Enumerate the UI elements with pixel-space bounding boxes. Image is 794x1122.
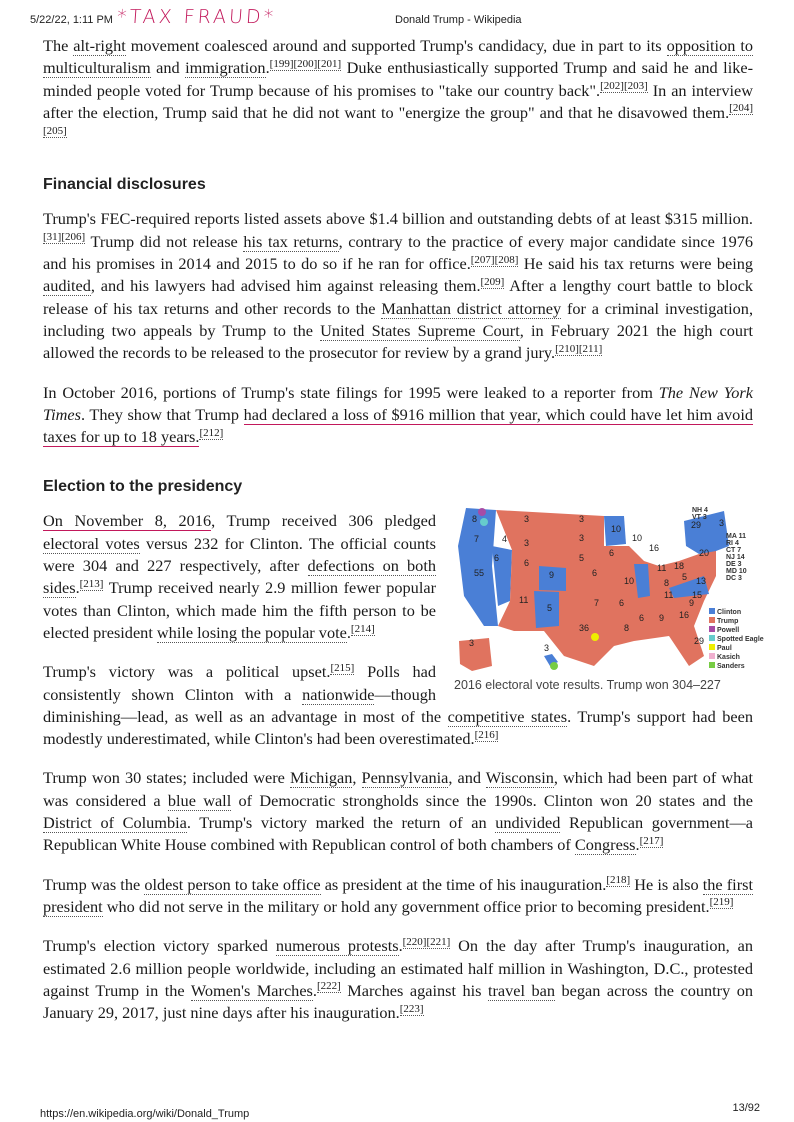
electoral-vote-count: 7 — [594, 598, 600, 609]
paragraph — [43, 935, 753, 1024]
west-coast-clinton — [458, 508, 498, 626]
article-link[interactable]: United States Supreme Court — [320, 320, 520, 340]
citation — [481, 276, 505, 289]
electoral-vote-count: 6 — [609, 548, 615, 559]
small-state-label: DC 3 — [726, 575, 742, 583]
electoral-vote-count: 15 — [692, 590, 703, 601]
text: for a criminal investigation, including two appeals by Trump to the — [43, 298, 754, 340]
text: He is also — [630, 874, 703, 894]
text: . Trump's victory marked the return of an — [186, 813, 496, 833]
text: Trump won 30 states; included were — [43, 768, 290, 788]
text: . — [75, 578, 80, 598]
electoral-vote-count: 6 — [524, 558, 530, 569]
electoral-vote-count: 29 — [691, 520, 702, 531]
electoral-map-figure — [454, 506, 764, 693]
citation — [351, 623, 375, 636]
article-link[interactable]: immigration — [185, 58, 266, 78]
text: . — [346, 622, 351, 642]
text: —though diminishing—lead, as well as an advantage in most of the — [43, 684, 448, 726]
text: After a lengthy court battle to block release of his tax returns and other records to the — [43, 276, 753, 318]
figure-caption: 2016 electoral vote results. Trump won 304–227 — [454, 678, 721, 693]
text: , — [352, 768, 362, 788]
citation-link[interactable]: [217] — [639, 834, 664, 847]
article-link[interactable]: opposition to multiculturalism — [43, 36, 753, 78]
faithless-elector-marker — [478, 508, 486, 516]
citation — [330, 662, 354, 675]
citation-link[interactable]: [209] — [480, 275, 505, 288]
legend-swatch — [709, 644, 715, 650]
paragraph — [43, 35, 753, 146]
citation — [400, 1003, 424, 1016]
electoral-vote-count: 8 — [472, 514, 478, 525]
electoral-vote-count: 4 — [502, 534, 508, 545]
text: movement coalesced around and supported Trump's candidacy, due in part to its — [125, 36, 667, 55]
text: , which had been part of what was considered a — [43, 768, 754, 810]
article-link[interactable]: numerous protests — [275, 936, 399, 956]
small-state-label: VT 3 — [692, 514, 707, 522]
citation — [43, 231, 85, 244]
legend-label: Sanders — [717, 663, 745, 671]
paragraph — [43, 208, 753, 364]
citation-link[interactable]: [223] — [399, 1002, 424, 1015]
electoral-vote-count: 13 — [696, 576, 707, 587]
article-body — [43, 35, 764, 1041]
small-state-label: RI 4 — [726, 540, 739, 548]
text: . Trump's support had been modestly underestimated, while Clinton's had been overestimated. — [43, 706, 754, 749]
electoral-vote-count: 3 — [524, 514, 530, 525]
electoral-vote-count: 3 — [579, 514, 585, 525]
article-link[interactable]: Women's Marches — [190, 980, 313, 1000]
text: , in February 2021 the high court allowed the records to be released to the prosecutor for review by a grand jury. — [43, 320, 754, 363]
electoral-vote-count: 10 — [632, 533, 643, 544]
citation — [80, 578, 104, 591]
article-link[interactable]: electoral votes — [43, 533, 140, 553]
electoral-vote-count: 7 — [474, 534, 480, 545]
small-state-label: DE 3 — [726, 561, 742, 569]
article-link[interactable]: blue wall — [167, 790, 232, 810]
article-link[interactable]: On November 8, 2016 — [43, 511, 212, 531]
article-link[interactable]: oldest person to take office — [144, 874, 321, 894]
electoral-map[interactable] — [454, 506, 764, 676]
citation — [270, 58, 341, 71]
article-link[interactable]: Congress — [574, 835, 636, 855]
article-link[interactable]: competitive states — [447, 706, 568, 726]
article-link[interactable]: the first president — [43, 874, 753, 916]
electoral-vote-count: 55 — [474, 568, 485, 579]
small-state-label: NJ 14 — [726, 554, 745, 562]
citation-link[interactable]: [218] — [606, 874, 631, 887]
article-link[interactable]: defections on both sides — [43, 556, 436, 598]
citation-link[interactable]: [210][211] — [555, 342, 603, 355]
faithless-elector-marker — [480, 518, 488, 526]
electoral-vote-count: 11 — [657, 563, 667, 574]
text: In October 2016, portions of Trump's state filings for 1995 were leaked to a reporter from — [43, 382, 659, 402]
citation — [555, 343, 602, 356]
italic-text: The New York Times — [43, 382, 753, 424]
text: and — [150, 58, 186, 78]
text: Trump's FEC-required reports listed assets above $1.4 billion and outstanding debts of at least $315 million. — [43, 209, 753, 229]
legend-label: Paul — [717, 645, 732, 653]
paragraph — [43, 382, 753, 449]
citation-link[interactable]: [207][208] — [470, 253, 519, 266]
faithless-elector-marker — [550, 662, 558, 670]
citation — [640, 835, 664, 848]
citation — [600, 80, 648, 93]
text: Republican government—a Republican White House combined with Republican control of both chambers of — [43, 813, 753, 855]
text: On the day after Trump's inauguration, an estimated 2.6 million people worldwide, including an estimated half million in Washington, D.C., protested against Trump in the — [43, 936, 753, 1000]
text: Trump did not release — [85, 231, 244, 251]
electoral-vote-count: 3 — [719, 518, 725, 529]
page-number: 13/92 — [732, 1102, 760, 1114]
handwritten-annotation: *TAX FRAUD* — [116, 6, 277, 28]
text: Trump's election victory sparked — [43, 936, 276, 956]
electoral-vote-count: 5 — [547, 603, 553, 614]
small-state-label: MA 11 — [726, 533, 746, 541]
article-link[interactable]: audited — [43, 276, 91, 296]
legend-label: Kasich — [717, 654, 740, 662]
electoral-vote-count: 6 — [592, 568, 598, 579]
citation — [606, 874, 630, 887]
article-link[interactable]: District of Columbia — [43, 813, 187, 833]
small-state-label: CT 7 — [726, 547, 742, 555]
print-page-title: Donald Trump - Wikipedia — [395, 14, 522, 26]
electoral-vote-count: 3 — [579, 533, 585, 544]
electoral-vote-count: 6 — [639, 613, 645, 624]
text: Trump's victory was a political upset. — [43, 662, 331, 682]
legend-swatch — [709, 662, 715, 668]
citation-link[interactable]: [204][205] — [43, 102, 753, 137]
citation-link[interactable]: [199][200][201] — [269, 57, 342, 70]
highlighted-text: had declared a loss of $916 million that year, which could have let him avoid taxes for up to 18 years. — [43, 404, 753, 447]
electoral-vote-count: 5 — [682, 572, 688, 583]
faithless-elector-marker — [591, 633, 599, 641]
electoral-vote-count: 5 — [579, 553, 585, 564]
citation-link[interactable]: [215] — [330, 661, 355, 674]
article-link[interactable]: undivided — [495, 813, 561, 833]
text: . — [265, 58, 270, 78]
legend-label: Powell — [717, 627, 740, 635]
citation-link[interactable]: [216] — [474, 728, 499, 741]
citation-link[interactable]: [202][203] — [600, 80, 648, 93]
text: Trump received nearly 2.9 million fewer popular votes than Clinton, which made him the fifth person to be elected president — [43, 578, 436, 642]
legend-swatch — [709, 626, 715, 632]
text: Duke enthusiastically supported Trump and said he and like-minded people voted for Trump because of his promises to "take our country back". — [43, 58, 753, 100]
citation — [471, 254, 519, 267]
text: as president at the time of his inauguration. — [320, 874, 607, 894]
text: , and his lawyers had advised him against releasing them. — [90, 276, 481, 296]
electoral-vote-count: 16 — [649, 543, 660, 554]
article-link[interactable]: nationwide — [302, 684, 375, 704]
legend-swatch — [709, 608, 715, 614]
text: He said his tax returns were being — [518, 254, 753, 274]
article-link[interactable]: travel ban — [487, 980, 556, 1000]
citation — [317, 980, 341, 993]
section-heading: Election to the presidency — [43, 478, 243, 496]
article-link[interactable]: Pennsylvania — [361, 768, 449, 788]
text: who did not serve in the military or hold any government office prior to becoming president. — [102, 896, 710, 916]
text: . They show that Trump — [81, 404, 244, 424]
alaska-trump — [459, 638, 492, 671]
electoral-vote-count: 10 — [624, 576, 635, 587]
legend-swatch — [709, 653, 715, 659]
text: Marches against his — [340, 980, 488, 1000]
citation-link[interactable]: [214] — [350, 622, 375, 635]
text: In an interview after the election, Trump said that he did not want to "energize the group" and that he disavowed them. — [43, 80, 753, 122]
electoral-vote-count: 11 — [519, 595, 529, 606]
article-link[interactable]: his tax returns — [243, 231, 339, 251]
text: , and — [448, 768, 486, 788]
text: . — [312, 980, 317, 1000]
electoral-vote-count: 9 — [659, 613, 665, 624]
electoral-vote-count: 36 — [579, 623, 590, 634]
citation — [710, 896, 734, 909]
electoral-vote-count: 8 — [624, 623, 630, 634]
citation-link[interactable]: [212] — [199, 426, 224, 439]
section-heading: Financial disclosures — [43, 176, 206, 194]
text: , contrary to the practice of every major candidate since 1976 and his promises in 2014 and 2015 to do so if he ran for office. — [43, 231, 754, 274]
electoral-vote-count: 16 — [679, 610, 690, 621]
article-link[interactable]: while losing the popular vote — [156, 622, 347, 642]
small-state-label: NH 4 — [692, 507, 708, 515]
text: . — [398, 936, 403, 956]
text: Trump was the — [43, 874, 145, 894]
text: The — [43, 36, 74, 55]
electoral-vote-count: 9 — [549, 570, 555, 581]
print-url: https://en.wikipedia.org/wiki/Donald_Trump — [40, 1108, 250, 1120]
citation — [199, 427, 223, 440]
legend-swatch — [709, 617, 715, 623]
legend-label: Clinton — [717, 609, 742, 617]
text: , Trump received 306 pledged — [211, 511, 436, 531]
electoral-vote-count: 20 — [699, 548, 710, 559]
electoral-vote-count: 10 — [611, 524, 622, 535]
legend-label: Trump — [717, 618, 739, 626]
citation — [403, 936, 451, 949]
text: . — [635, 835, 640, 855]
article-link[interactable]: Michigan — [289, 768, 353, 788]
legend-label: Spotted Eagle — [717, 636, 764, 644]
citation-link[interactable]: [213] — [79, 577, 104, 590]
paragraph — [43, 874, 753, 919]
text: of Democratic strongholds since the 1990s. Clinton won 20 states and the — [231, 790, 754, 810]
citation-link[interactable]: [219] — [709, 896, 734, 909]
electoral-vote-count: 8 — [664, 578, 670, 589]
citation-link[interactable]: [31][206] — [43, 231, 86, 244]
article-link[interactable]: alt-right — [73, 36, 126, 55]
citation-link[interactable]: [220][221] — [402, 935, 451, 948]
small-state-label: MD 10 — [726, 568, 747, 576]
text: Polls had consistently shown Clinton with a — [43, 662, 436, 704]
print-timestamp: 5/22/22, 1:11 PM — [30, 14, 113, 26]
article-link[interactable]: Wisconsin — [485, 768, 554, 788]
electoral-vote-count: 6 — [619, 598, 625, 609]
electoral-vote-count: 3 — [469, 638, 475, 649]
article-link[interactable]: Manhattan district attorney — [381, 298, 562, 318]
paragraph — [43, 767, 753, 856]
electoral-vote-count: 9 — [689, 598, 695, 609]
citation — [475, 729, 499, 742]
electoral-vote-count: 29 — [694, 636, 705, 647]
legend-swatch — [709, 635, 715, 641]
text: versus 232 for Clinton. The official counts were 304 and 227 respectively, after — [43, 533, 436, 576]
citation-link[interactable]: [222] — [316, 980, 341, 993]
electoral-vote-count: 18 — [674, 561, 685, 572]
electoral-vote-count: 3 — [524, 538, 530, 549]
electoral-vote-count: 6 — [494, 553, 500, 564]
electoral-vote-count: 3 — [544, 643, 550, 654]
text: began across the country on January 29, 2017, just nine days after his inauguration. — [43, 980, 754, 1023]
electoral-vote-count: 11 — [664, 590, 674, 601]
